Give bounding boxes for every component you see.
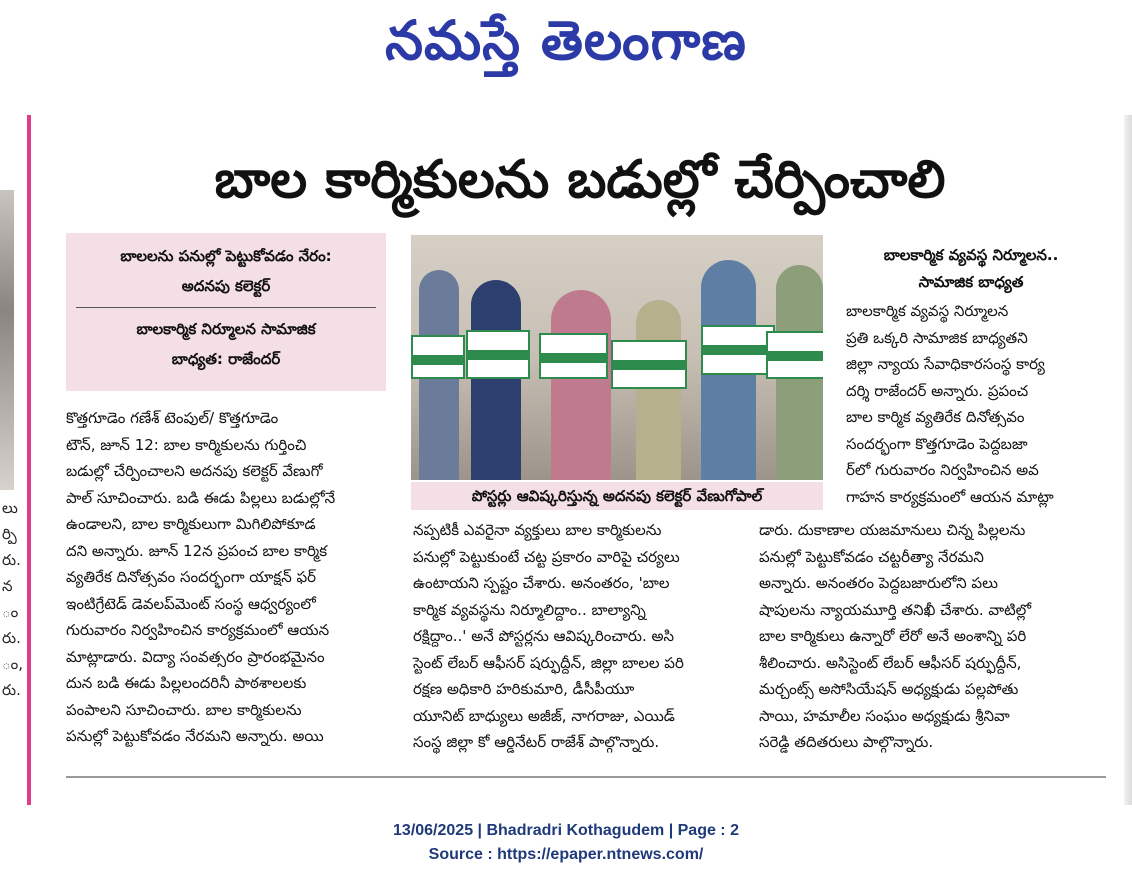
body-line: కొత్తగూడెం గణేశ్ టెంపుల్/ కొత్తగూడెం — [66, 409, 279, 427]
photo-poster — [411, 335, 465, 379]
body-line: రక్షిద్దాం..' అనే పోస్టర్లను ఆవిష్కరించారు. అసి — [413, 627, 675, 645]
body-line: దని అన్నారు. జూన్ 12న ప్రపంచ బాల కార్మిక — [66, 541, 328, 560]
body-column-1 — [66, 405, 388, 750]
body-line: పంపాలని సూచించారు. బాల కార్మికులను — [66, 700, 302, 719]
body-column-3-continued — [759, 517, 1104, 756]
adjacent-article-strip-right — [1124, 115, 1132, 805]
body-line: గాహన కార్యక్రమంలో ఆయన మాట్లా — [846, 487, 1054, 506]
body-line: టౌన్, జూన్ 12: బాల కార్మికులను గుర్తించి — [66, 435, 307, 454]
photo-person — [471, 280, 521, 480]
body-line: బడుల్లో చేర్పించాలని అదనపు కలెక్టర్ వేణుగో — [66, 462, 323, 480]
body-line: ర్‌లో గురువారం నిర్వహించిన అవ — [846, 461, 1039, 479]
body-line: నప్పటికీ ఎవరైనా వ్యక్తులు బాల కార్మికులను — [413, 521, 662, 539]
adjacent-text-fragment: లు — [2, 499, 18, 517]
body-line: పనుల్లో పెట్టుకోవడం చట్టరీత్యా నేరమని — [759, 547, 984, 566]
adjacent-text-fragment: ం — [2, 603, 19, 621]
article-bottom-rule — [66, 776, 1106, 778]
body-line: సందర్భంగా కొత్తగూడెం పెద్దబజా — [846, 434, 1028, 453]
adjacent-photo — [0, 190, 14, 490]
photo-poster — [539, 333, 608, 379]
body-line: బాల కార్మికులు ఉన్నారో లేరో అనే అంశాన్ని పరి — [759, 627, 1027, 645]
body-line: బాలకార్మిక వ్యవస్థ నిర్మూలన — [846, 302, 1009, 320]
adjacent-text-fragment: రు. — [2, 629, 21, 647]
body-line: మర్చంట్స్ అసోసియేషన్ అధ్యక్షుడు పల్లపోతు — [759, 680, 1019, 698]
photo-poster — [611, 340, 687, 389]
body-line: సరెడ్డి తదితరులు పాల్గొన్నారు. — [759, 733, 934, 751]
body-line: గురువారం నిర్వహించిన కార్యక్రమంలో ఆయన — [66, 621, 330, 639]
body-line: జిల్లా న్యాయ సేవాధికారసంస్థ కార్య — [846, 355, 1045, 373]
subhead-line: బాధ్యత: రాజేందర్ — [171, 350, 281, 368]
body-line: ప్రతి ఒక్కరి సామాజిక బాధ్యతని — [846, 328, 1028, 347]
masthead-logo: నమస్తే తెలంగాణ — [385, 8, 747, 72]
subhead-line: అదనపు కలెక్టర్ — [181, 277, 271, 295]
body-column-2 — [413, 517, 743, 756]
sidebar-title-line: బాలకార్మిక వ్యవస్థ నిర్మూలన.. — [883, 246, 1059, 264]
body-line: రక్షణ అధికారి హరికుమారి, డీసీపీయూ — [413, 680, 635, 698]
body-line: స్టెంట్ లేబర్ ఆఫీసర్ షర్ఫుద్దీన్, జిల్లా బాలల పరి — [413, 653, 684, 672]
body-line: సంస్థ జిల్లా కో ఆర్డినేటర్ రాజేశ్ పాల్గొన్నారు. — [413, 733, 660, 751]
article-photo — [411, 235, 823, 480]
body-line: వ్యతిరేక దినోత్సవం సందర్భంగా యాక్షన్ ఫర్ — [66, 568, 317, 586]
body-line: సాయి, హమాలీల సంఘం అధ్యక్షుడు శ్రీనివా — [759, 706, 1010, 725]
body-line: డారు. దుకాణాల యజమానులు చిన్న పిల్లలను — [759, 521, 1026, 539]
body-line: శీలించారు. అసిస్టెంట్ లేబర్ ఆఫీసర్ షర్ఫుద్దీన్, — [759, 653, 1022, 672]
body-line: ఉంటాయని స్పష్టం చేశారు. అనంతరం, 'బాల — [413, 574, 670, 592]
sidebar-story-title — [846, 242, 1096, 296]
footer-date-edition: 13/06/2025 | Bhadradri Kothagudem | Page : 2 — [393, 822, 739, 839]
photo-caption: పోస్టర్లు ఆవిష్కరిస్తున్న అదనపు కలెక్టర్ వేణుగోపాల్ — [411, 482, 823, 510]
subhead-line: బాలలను పనుల్లో పెట్టుకోవడం నేరం: — [120, 247, 332, 265]
adjacent-text-fragment: రు. — [2, 551, 21, 569]
body-line: ఉండాలని, బాల కార్మికులుగా మిగిలిపోకూడ — [66, 515, 316, 533]
photo-poster — [466, 330, 530, 379]
photo-poster — [701, 325, 775, 375]
photo-person — [636, 300, 681, 480]
body-line: దున బడి ఈడు పిల్లలందరినీ పాఠశాలలకు — [66, 674, 307, 692]
body-line: దర్శి రాజేందర్ అన్నారు. ప్రపంచ — [846, 381, 1029, 400]
body-line: కార్మిక వ్యవస్థను నిర్మూలిద్దాం.. బాల్యాన్ని — [413, 600, 646, 619]
adjacent-text-fragment: ం, — [2, 655, 24, 673]
article-headline: బాల కార్మికులను బడుల్లో చేర్పించాలి — [214, 150, 946, 210]
adjacent-text-fragment: ర్పి — [2, 525, 17, 543]
body-line: షాపులను న్యాయమూర్తి తనిఖీ చేశారు. వాటిల్లో — [759, 600, 1032, 619]
sidebar-title-line: సామాజిక బాధ్యత — [918, 273, 1024, 291]
adjacent-text-fragment: రు. — [2, 681, 21, 699]
photo-person — [551, 290, 611, 480]
adjacent-text-fragment: న — [2, 577, 13, 595]
body-line: ఇంటిగ్రేటెడ్ డెవలప్‌మెంట్ సంస్థ ఆధ్వర్యంలో — [66, 594, 316, 613]
photo-poster — [766, 331, 823, 379]
body-line: బాల కార్మిక వ్యతిరేక దినోత్సవం — [846, 408, 1025, 426]
subheading-box — [66, 233, 386, 391]
subhead-line: బాలకార్మిక నిర్మూలన సామాజిక — [136, 320, 316, 338]
adjacent-article-strip — [0, 115, 31, 805]
subhead-divider — [76, 307, 376, 308]
body-column-3 — [846, 298, 1104, 510]
body-line: పనుల్లో పెట్టుకుంటే చట్ట ప్రకారం వారిపై చర్యలు — [413, 547, 680, 566]
body-line: అన్నారు. అనంతరం పెద్దబజారులోని పలు — [759, 574, 998, 592]
body-line: మాట్లాడారు. విద్యా సంవత్సరం ప్రారంభమైనం — [66, 647, 325, 666]
body-line: పనుల్లో పెట్టుకోవడం నేరమని అన్నారు. అయి — [66, 727, 324, 745]
body-line: యూనిట్ బాధ్యులు అజీజ్, నాగరాజు, ఎయిడ్ — [413, 706, 675, 725]
body-line: పాల్ సూచించారు. బడి ఈడు పిల్లలు బడుల్లోనే — [66, 488, 336, 507]
footer-source: Source : https://epaper.ntnews.com/ — [428, 846, 704, 863]
